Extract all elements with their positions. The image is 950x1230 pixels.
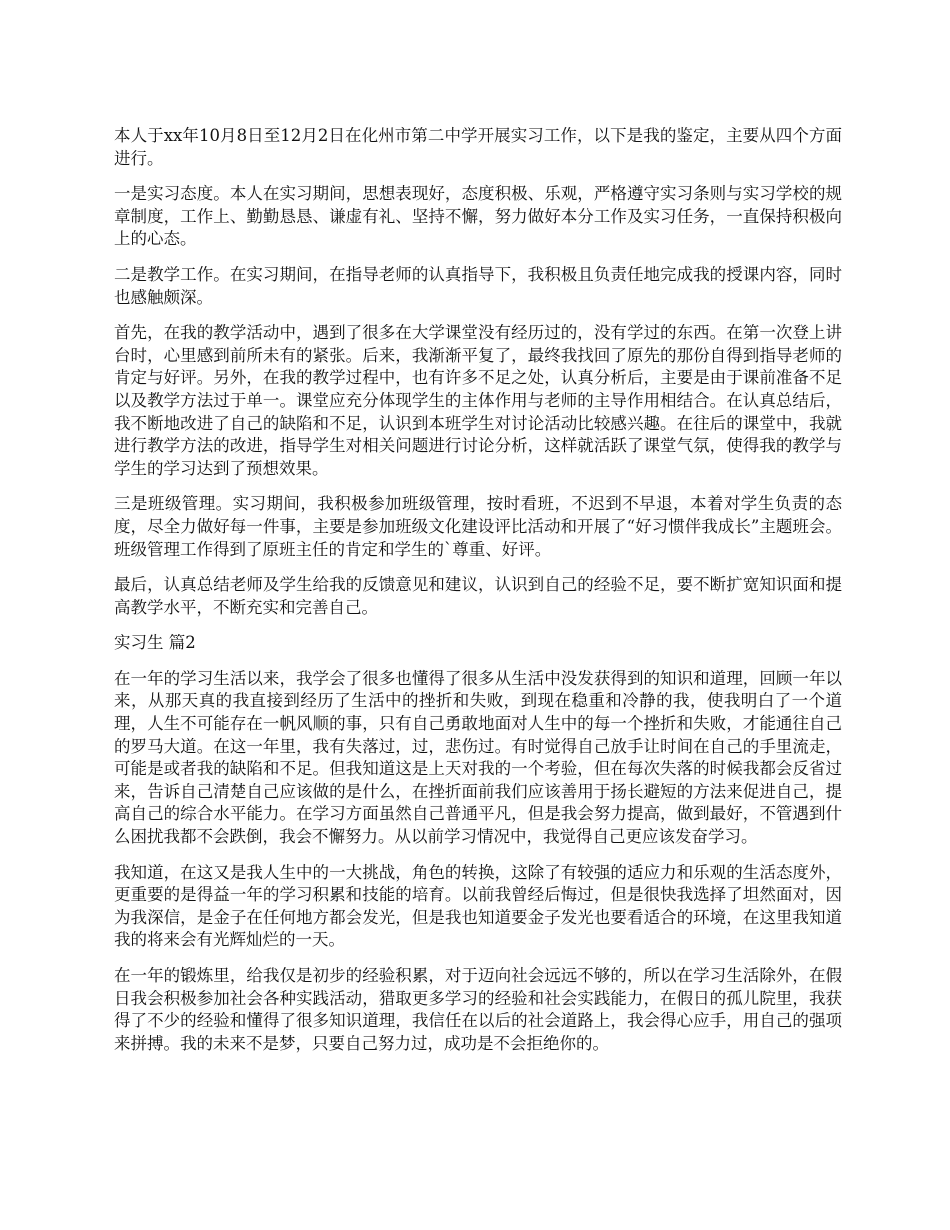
teaching-detail-paragraph: 首先，在我的教学活动中，遇到了很多在大学课堂没有经历过的，没有学过的东西。在第一次登上讲台时，心里感到前所未有的紧张。后来，我渐渐平复了，最终我找回了原先的那份自得到指导老师的肯定与好评。另外，在我的教学过程中，也有许多不足之处，认真分析后，主要是由于课前准备不足以及教学方法过于单一。课堂应充分体现学生的主体作用与老师的主导作用相结合。在认真总结后，我不断地改进了自己的缺陷和不足，认识到本班学生对讨论活动比较感兴趣。在往后的课堂中，我就进行教学方法的改进，指导学生对相关问题进行讨论分析，这样就活跃了课堂气氛，使得我的教学与学生的学习达到了预想效果。 — [114, 323, 842, 478]
conclusion-paragraph: 最后，认真总结老师及学生给我的反馈意见和建议，认识到自己的经验不足，要不断扩宽知识面和提高教学水平，不断充实和完善自己。 — [114, 575, 842, 617]
practice-paragraph: 在一年的锻炼里，给我仅是初步的经验积累，对于迈向社会远远不够的，所以在学习生活除外，在假日我会积极参加社会各种实践活动，猎取更多学习的经验和社会实践能力，在假日的孤儿院里，我获得了不少的经验和懂得了很多知识道理，我信任在以后的社会道路上，我会得心应手，用自己的强项来拼搏。我的未来不是梦，只要自己努力过，成功是不会拒绝你的。 — [114, 966, 842, 1053]
teaching-paragraph: 二是教学工作。在实习期间，在指导老师的认真指导下，我积极且负责任地完成我的授课内容，同时也感触颇深。 — [114, 264, 842, 307]
year-review-paragraph: 在一年的学习生活以来，我学会了很多也懂得了很多从生活中没发获得到的知识和道理，回顾一年以来，从那天真的我直接到经历了生活中的挫折和失败，到现在稳重和冷静的我，使我明白了一个道理，人生不可能存在一帆风顺的事，只有自己勇敢地面对人生中的每一个挫折和失败，才能通往自己的罗马大道。在这一年里，我有失落过，过，悲伤过。有时觉得自己放手让时间在自己的手里流走，可能是或者我的缺陷和不足。但我知道这是上天对我的一个考验，但在每次失落的时候我都会反省过来，告诉自己清楚自己应该做的是什么，在挫折面前我们应该善用于扬长避短的方法来促进自己，提高自己的综合水平能力。在学习方面虽然自己普通平凡，但是我会努力提高，做到最好，不管遇到什么困扰我都不会跌倒，我会不懈努力。从以前学习情况中，我觉得自己更应该发奋学习。 — [114, 668, 842, 847]
challenge-paragraph: 我知道，在这又是我人生中的一大挑战，角色的转换，这除了有较强的适应力和乐观的生活态度外，更重要的是得益一年的学习积累和技能的培育。以前我曾经后悔过，但是很快我选择了坦然面对，因为我深信，是金子在任何地方都会发光，但是我也知道要金子发光也要看适合的环境，在这里我知道我的将来会有光辉灿烂的一天。 — [114, 862, 842, 950]
section-heading: 实习生 篇2 — [114, 633, 196, 653]
class-management-paragraph: 三是班级管理。实习期间，我积极参加班级管理，按时看班，不迟到不早退，本着对学生负责的态度，尽全力做好每一件事，主要是参加班级文化建设评比活动和开展了“好习惯伴我成长”主题班会。班级管理工作得到了原班主任的肯定和学生的`尊重、好评。 — [114, 494, 842, 559]
document-body — [114, 125, 842, 1068]
intro-paragraph: 本人于xx年10月8日至12月2日在化州市第二中学开展实习工作，以下是我的鉴定，主要从四个方面进行。 — [114, 126, 842, 168]
attitude-paragraph: 一是实习态度。本人在实习期间，思想表现好，态度积极、乐观，严格遵守实习条则与实习学校的规章制度，工作上、勤勤恳恳、谦虚有礼、坚持不懈，努力做好本分工作及实习任务，一直保持积极向上的心态。 — [114, 184, 842, 249]
